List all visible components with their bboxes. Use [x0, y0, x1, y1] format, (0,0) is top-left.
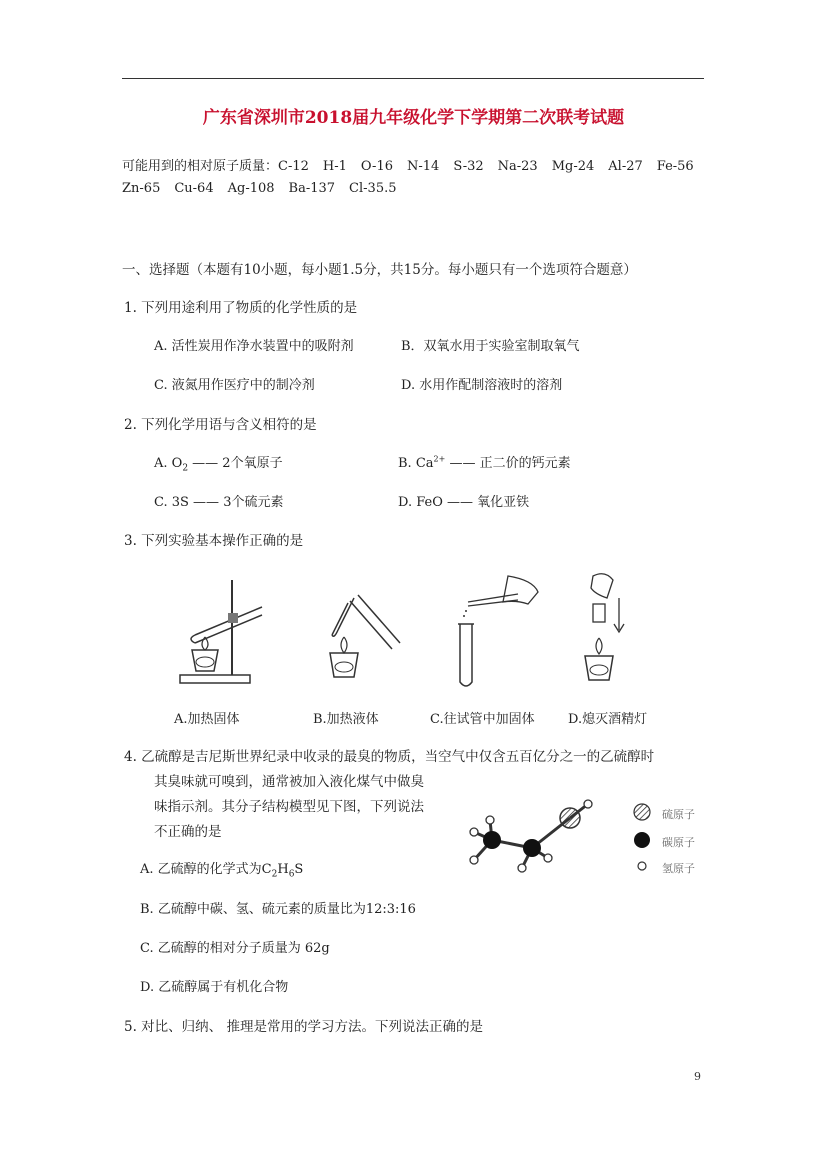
q1-option-b: B．双氧水用于实验室制取氧气 — [401, 339, 580, 354]
legend-carbon-label: 碳原子 — [662, 836, 695, 849]
q1-option-c: C. 液氮用作医疗中的制冷剂 — [154, 378, 315, 393]
mass-s: S-32 — [453, 159, 484, 174]
q4-stem-line-4: 不正确的是 — [154, 824, 222, 840]
q2-a-subscript: 2 — [182, 463, 189, 474]
q3-caption-a: A.加热固体 — [174, 712, 240, 727]
q2-a-formula: A. O — [154, 456, 183, 471]
mass-ag: Ag-108 — [227, 181, 275, 196]
q4-option-b: B. 乙硫醇中碳、氢、硫元素的质量比为12:3:16 — [140, 902, 416, 917]
atomic-mass-line-2 — [122, 181, 411, 196]
q2-option-c: C. 3S —— 3个硫元素 — [154, 495, 284, 510]
q2-stem: 2. 下列化学用语与含义相符的是 — [124, 417, 317, 433]
q1-option-a: A. 活性炭用作净水装置中的吸附剂 — [154, 339, 354, 354]
mass-cu: Cu-64 — [174, 181, 214, 196]
q4-a-sub-1: 2 — [271, 869, 278, 880]
q2-option-d: D. FeO —— 氧化亚铁 — [398, 495, 530, 510]
mass-h: H-1 — [322, 159, 347, 174]
q4-stem-line-1: 4. 乙硫醇是吉尼斯世界纪录中收录的最臭的物质，当空气中仅含五百亿分之一的乙硫醇时 — [124, 749, 655, 765]
mass-c: C-12 — [278, 159, 309, 174]
q4-a-h: H — [277, 862, 289, 877]
q2-option-a — [154, 452, 283, 474]
q4-option-a — [140, 858, 303, 880]
q4-a-sub-2: 6 — [288, 869, 295, 880]
q5-stem: 5. 对比、归纳、 推理是常用的学习方法。下列说法正确的是 — [124, 1019, 483, 1035]
mass-fe: Fe-56 — [656, 159, 694, 174]
q4-stem-line-2: 其臭味就可嗅到，通常被加入液化煤气中做臭 — [154, 774, 424, 790]
q2-b-superscript: 2+ — [433, 454, 446, 464]
q2-option-b — [398, 452, 571, 471]
q3-stem: 3. 下列实验基本操作正确的是 — [124, 533, 304, 549]
q1-stem: 1. 下列用途利用了物质的化学性质的是 — [124, 300, 358, 316]
figure-extinguishing-lamp — [575, 568, 655, 690]
q4-option-c: C. 乙硫醇的相对分子质量为 62g — [140, 941, 330, 956]
mass-cl: Cl-35.5 — [349, 181, 397, 196]
q4-a-s: S — [294, 862, 304, 877]
q3-caption-b: B.加热液体 — [313, 712, 379, 727]
legend-hydrogen-label: 氢原子 — [662, 862, 695, 875]
section-heading: 一、选择题（本题有10小题，每小题1.5分，共15分。每小题只有一个选项符合题意） — [122, 262, 637, 278]
legend-hydrogen-swatch — [638, 862, 646, 870]
q3-caption-d: D.熄灭酒精灯 — [568, 712, 648, 727]
q2-b-meaning: —— 正二价的钙元素 — [445, 456, 571, 471]
header-rule — [122, 78, 704, 79]
q1-option-d: D. 水用作配制溶液时的溶剂 — [401, 378, 563, 393]
legend-sulfur-swatch — [634, 804, 650, 820]
mass-ba: Ba-137 — [288, 181, 336, 196]
figure-heating-solid — [170, 575, 270, 690]
q4-option-d: D. 乙硫醇属于有机化合物 — [140, 980, 289, 995]
mass-n: N-14 — [407, 159, 440, 174]
mass-al: Al-27 — [608, 159, 643, 174]
legend-carbon-swatch — [634, 832, 650, 848]
q2-a-meaning: —— 2个氧原子 — [188, 456, 283, 471]
mass-na: Na-23 — [497, 159, 538, 174]
q4-stem-line-3: 味指示剂。其分子结构模型见下图，下列说法 — [154, 799, 424, 815]
q3-caption-c: C.往试管中加固体 — [430, 712, 535, 727]
q4-a-text: A. 乙硫醇的化学式为C — [140, 862, 272, 877]
page-number: 9 — [694, 1070, 701, 1083]
figure-heating-liquid — [318, 585, 418, 690]
page-title: 广东省深圳市2018届九年级化学下学期第二次联考试题 — [202, 108, 625, 128]
mass-o: O-16 — [360, 159, 393, 174]
atomic-mass-line-1 — [122, 155, 694, 174]
q2-b-formula: B. Ca — [398, 456, 434, 471]
mass-zn: Zn-65 — [122, 181, 161, 196]
legend-sulfur-label: 硫原子 — [662, 808, 695, 821]
atomic-mass-prefix: 可能用到的相对原子质量： — [122, 159, 279, 174]
figure-adding-solid — [448, 572, 548, 690]
mass-mg: Mg-24 — [551, 159, 595, 174]
